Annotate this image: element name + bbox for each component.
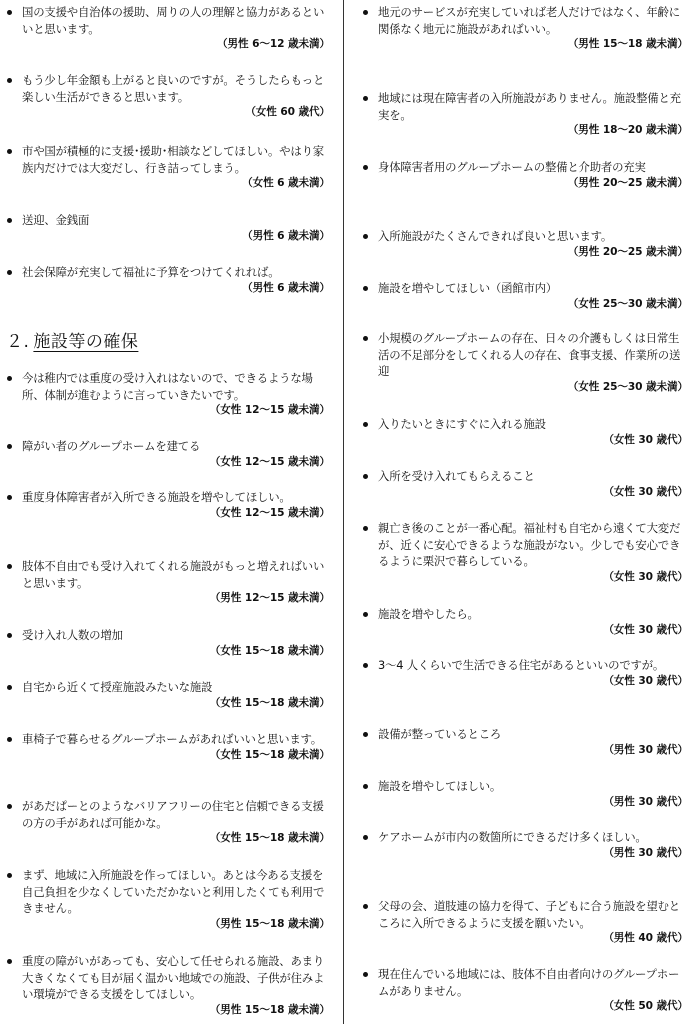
comment-text: 入所施設がたくさんできれば良いと思います。 bbox=[362, 228, 690, 245]
comment-text: 現在住んでいる地域には、肢体不自由者向けのグループホームがありません。 bbox=[362, 966, 690, 999]
list-item bbox=[362, 90, 690, 138]
comment-text: 車椅子で暮らせるグループホームがあればいいと思います。 bbox=[6, 731, 332, 748]
list-item bbox=[362, 4, 690, 52]
column-divider bbox=[343, 0, 344, 1024]
list-item bbox=[6, 438, 332, 470]
comment-text: まず、地域に入所施設を作ってほしい。あとは今ある支援を自己負担を少なくしていただかないと利用したくても利用できません。 bbox=[6, 867, 332, 917]
list-item bbox=[6, 558, 332, 606]
respondent-label: （女性 12～15 歳未満） bbox=[209, 404, 330, 416]
list-item bbox=[362, 829, 690, 861]
respondent-label: （女性 15～18 歳未満） bbox=[209, 696, 330, 709]
comment-text: 肢体不自由でも受け入れてくれる施設がもっと増えればいいと思います。 bbox=[6, 558, 332, 591]
comment-text: 入りたいときにすぐに入れる施設 bbox=[362, 416, 690, 433]
comment-text: 親亡き後のことが一番心配。福祉村も自宅から遠くて大変だが、近くに安心できるような施設がない。少しでも安心できるように栗沢で暮らしている。 bbox=[362, 520, 690, 570]
comment-text: 父母の会、道肢連の協力を得て、子どもに合う施設を望むところに入所できるように支援を願いたい。 bbox=[362, 898, 690, 931]
respondent-label: （女性 12～15 歳未満） bbox=[209, 455, 330, 468]
list-item bbox=[362, 778, 690, 810]
comment-text: 市や国が積極的に支援･援助･相談などしてほしい。やはり家族内だけでは大変だし、行き詰ってしまう。 bbox=[6, 143, 332, 176]
section-heading bbox=[6, 330, 160, 354]
respondent-label: （女性 30 歳代） bbox=[603, 674, 688, 687]
list-item bbox=[362, 416, 690, 448]
respondent-label: （女性 6 歳未満） bbox=[242, 177, 330, 189]
respondent-label: （女性 15～18 歳未満） bbox=[209, 644, 330, 657]
comment-text: 今は稚内では重度の受け入れはないので、できるような場所、体制が進むように言っていきたいです。 bbox=[6, 370, 332, 403]
respondent-label: （女性 12～15 歳未満） bbox=[209, 506, 330, 519]
comment-text: もう少し年金額も上がると良いのですが。そうしたらもっと楽しい生活ができると思います。 bbox=[6, 72, 332, 105]
comment-text: 施設を増やしてほしい。 bbox=[362, 778, 690, 795]
respondent-label: （女性 50 歳代） bbox=[603, 1000, 688, 1012]
respondent-label: （男性 12～15 歳未満） bbox=[209, 592, 330, 604]
respondent-label: （男性 15～18 歳未満） bbox=[209, 1003, 330, 1016]
comment-text: 重度身体障害者が入所できる施設を増やしてほしい。 bbox=[6, 489, 332, 506]
comment-text: ケアホームが市内の数箇所にできるだけ多くほしい。 bbox=[362, 829, 690, 846]
list-item bbox=[6, 798, 332, 846]
respondent-label: （男性 6～12 歳未満） bbox=[217, 38, 330, 50]
comment-text: 入所を受け入れてもらえること bbox=[362, 468, 690, 485]
list-item bbox=[362, 280, 690, 312]
respondent-label: （男性 30 歳代） bbox=[603, 795, 688, 808]
list-item bbox=[6, 264, 332, 296]
respondent-label: （男性 18～20 歳未満） bbox=[567, 124, 688, 136]
list-item bbox=[362, 898, 690, 946]
comment-text: 重度の障がいがあっても、安心して任せられる施設、あまり大きくなくても目が届く温かい地域での施設、子供が住みよい環境ができる支援をしてほしい。 bbox=[6, 953, 332, 1003]
comment-text: 国の支援や自治体の援助、周りの人の理解と協力があるといいと思います。 bbox=[6, 4, 332, 37]
section-number: ２. bbox=[6, 332, 30, 352]
respondent-label: （男性 30 歳代） bbox=[603, 743, 688, 756]
respondent-label: （男性 40 歳代） bbox=[603, 932, 688, 944]
comment-text: 受け入れ人数の増加 bbox=[6, 627, 332, 644]
list-item bbox=[362, 330, 690, 395]
list-item bbox=[6, 489, 332, 521]
respondent-label: （男性 20～25 歳未満） bbox=[567, 176, 688, 189]
list-item bbox=[6, 72, 332, 120]
respondent-label: （男性 20～25 歳未満） bbox=[567, 245, 688, 258]
comment-text: 自宅から近くて授産施設みたいな施設 bbox=[6, 679, 332, 696]
respondent-label: （女性 30 歳代） bbox=[603, 623, 688, 636]
list-item bbox=[6, 143, 332, 191]
list-item bbox=[6, 4, 332, 52]
respondent-label: （女性 25～30 歳未満） bbox=[567, 297, 688, 310]
respondent-label: （女性 30 歳代） bbox=[603, 570, 688, 583]
comment-text: があだぱーとのようなバリアフリーの住宅と信頼できる支援の方の手があれば可能かな。 bbox=[6, 798, 332, 831]
section-title: 施設等の確保 bbox=[33, 332, 139, 352]
respondent-label: （女性 25～30 歳未満） bbox=[567, 380, 688, 393]
list-item bbox=[6, 953, 332, 1018]
list-item bbox=[362, 606, 690, 638]
list-item bbox=[6, 212, 332, 244]
comment-text: 障がい者のグループホームを建てる bbox=[6, 438, 332, 455]
list-item bbox=[6, 370, 332, 418]
list-item bbox=[6, 679, 332, 711]
comment-text: 地元のサービスが充実していれば老人だけではなく、年齢に関係なく地元に施設があればいい。 bbox=[362, 4, 690, 37]
list-item bbox=[362, 520, 690, 585]
list-item bbox=[6, 731, 332, 763]
comment-text: 送迎、金銭面 bbox=[6, 212, 332, 229]
comment-text: 小規模のグループホームの存在、日々の介護もしくは日常生活の不足部分をしてくれる人の存在、食事支援、作業所の送迎 bbox=[362, 330, 690, 380]
respondent-label: （女性 60 歳代） bbox=[245, 106, 330, 118]
respondent-label: （男性 15～18 歳未満） bbox=[567, 38, 688, 50]
comment-text: 地域には現在障害者の入所施設がありません。施設整備と充実を。 bbox=[362, 90, 690, 123]
list-item bbox=[362, 657, 690, 689]
list-item bbox=[362, 468, 690, 500]
list-item bbox=[6, 627, 332, 659]
respondent-label: （男性 30 歳代） bbox=[603, 846, 688, 859]
comment-text: 社会保障が充実して福祉に予算をつけてくれれば。 bbox=[6, 264, 332, 281]
comment-text: 身体障害者用のグループホームの整備と介助者の充実 bbox=[362, 159, 690, 176]
list-item bbox=[362, 228, 690, 260]
respondent-label: （男性 15～18 歳未満） bbox=[209, 917, 330, 930]
comment-text: 3～4 人くらいで生活できる住宅があるといいのですが。 bbox=[362, 657, 690, 674]
list-item bbox=[362, 966, 690, 1014]
list-item bbox=[362, 159, 690, 191]
list-item bbox=[6, 867, 332, 932]
respondent-label: （男性 6 歳未満） bbox=[242, 229, 330, 242]
respondent-label: （女性 30 歳代） bbox=[603, 485, 688, 498]
comment-text: 施設を増やしてほしい（函館市内） bbox=[362, 280, 690, 297]
respondent-label: （女性 15～18 歳未満） bbox=[209, 832, 330, 844]
list-item bbox=[362, 726, 690, 758]
respondent-label: （女性 30 歳代） bbox=[603, 433, 688, 446]
respondent-label: （男性 6 歳未満） bbox=[242, 281, 330, 294]
comment-text: 施設を増やしたら。 bbox=[362, 606, 690, 623]
respondent-label: （女性 15～18 歳未満） bbox=[209, 748, 330, 761]
comment-text: 設備が整っているところ bbox=[362, 726, 690, 743]
